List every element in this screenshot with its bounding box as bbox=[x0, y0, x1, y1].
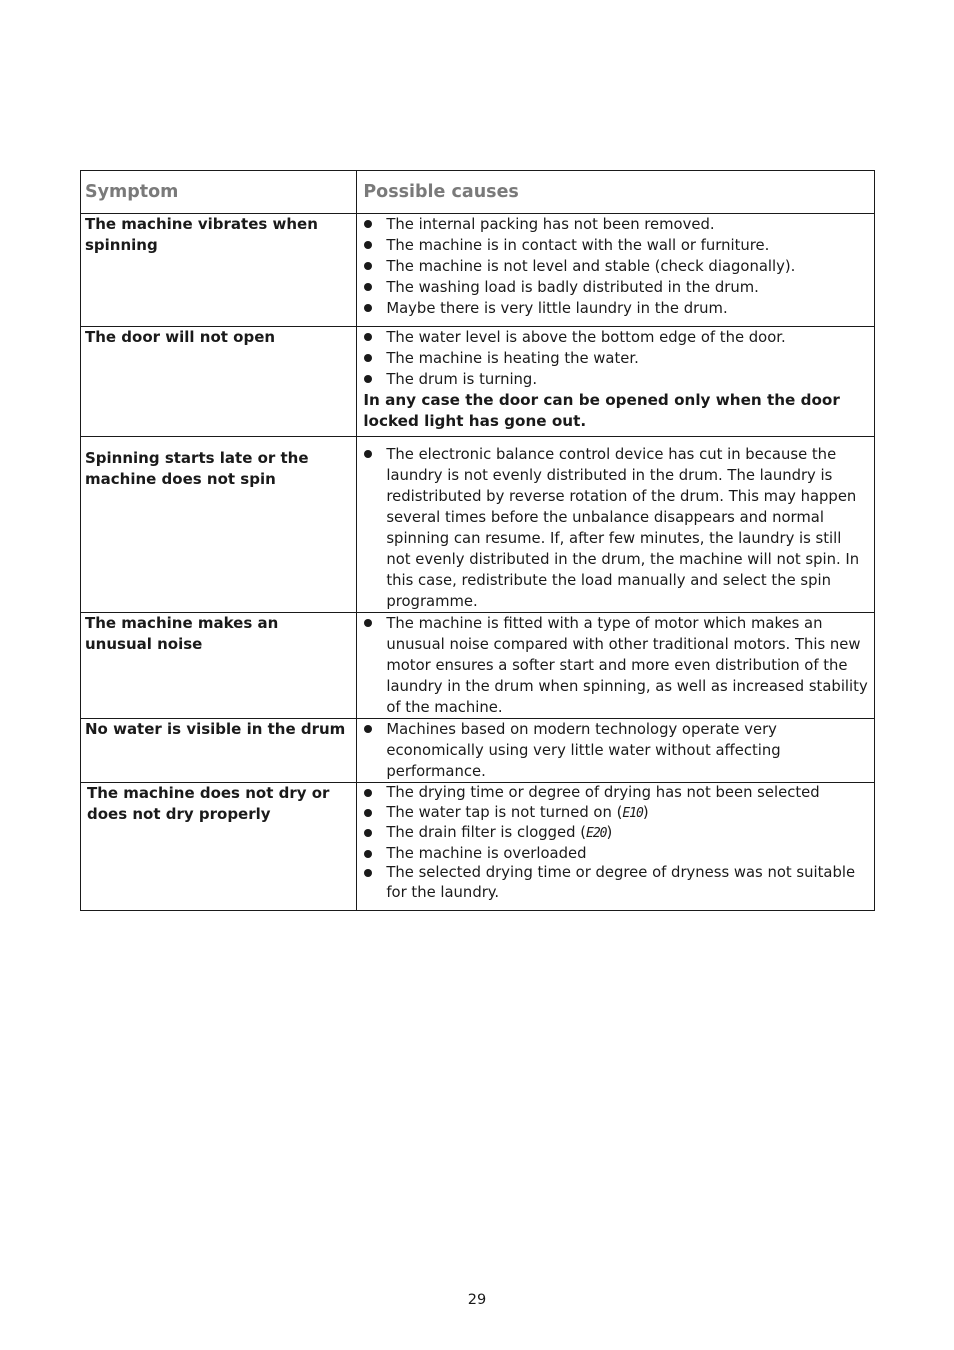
symptom-cell bbox=[81, 783, 357, 911]
error-code-e20: E20 bbox=[586, 826, 607, 841]
cause-list bbox=[363, 783, 868, 902]
cause-item-suffix: ) bbox=[606, 824, 613, 841]
symptom-text: Spinning starts late or the machine does not spin bbox=[85, 449, 309, 488]
causes-column-header: Possible causes bbox=[357, 171, 875, 214]
symptom-text: The machine makes an unusual noise bbox=[85, 614, 279, 653]
cause-item: The washing load is badly distributed in the drum. bbox=[363, 277, 868, 298]
causes-cell bbox=[357, 783, 875, 911]
cause-item-text: The water tap is not turned on ( bbox=[386, 803, 623, 821]
symptom-text: The door will not open bbox=[85, 328, 276, 346]
symptom-text: No water is visible in the drum bbox=[85, 720, 346, 738]
table-row bbox=[81, 327, 875, 437]
cause-list bbox=[363, 214, 868, 319]
causes-cell bbox=[357, 327, 875, 437]
cause-item bbox=[363, 803, 868, 824]
symptom-text: The machine does not dry or does not dry properly bbox=[87, 784, 330, 823]
cause-list bbox=[363, 437, 868, 612]
cause-item: The electronic balance control device has cut in because the laundry is not evenly distributed in the drum. The laundry is redistributed by reverse rotation of the drum. This may happen several times before the unbalance disappears and normal spinning can resume. If, after few minutes, the laundry is still not evenly distributed in the drum, the machine will not spin. In this case, redistribute the load manually and select the spin programme. bbox=[363, 444, 868, 612]
cause-item: The internal packing has not been removed. bbox=[363, 214, 868, 235]
symptom-cell bbox=[81, 719, 357, 783]
cause-list bbox=[363, 613, 868, 718]
cause-item: The machine is heating the water. bbox=[363, 348, 868, 369]
causes-cell bbox=[357, 437, 875, 613]
causes-cell bbox=[357, 613, 875, 719]
cause-item: The water level is above the bottom edge of the door. bbox=[363, 327, 868, 348]
symptom-text: The machine vibrates when spinning bbox=[85, 215, 318, 254]
table-row bbox=[81, 783, 875, 911]
symptom-cell bbox=[81, 327, 357, 437]
symptom-cell bbox=[81, 613, 357, 719]
error-code-e10: E10 bbox=[622, 805, 643, 821]
cause-item: The machine is overloaded bbox=[363, 844, 868, 864]
symptom-column-header: Symptom bbox=[81, 171, 357, 214]
cause-item: The drying time or degree of drying has not been selected bbox=[363, 783, 868, 803]
causes-cell bbox=[357, 719, 875, 783]
table-row bbox=[81, 437, 875, 613]
cause-item: The machine is fitted with a type of motor which makes an unusual noise compared with other traditional motors. This new motor ensures a softer start and more even distribution of the laundry in the drum when spinning, as well as increased stability of the machine. bbox=[363, 613, 868, 718]
symptom-cell bbox=[81, 214, 357, 327]
cause-item: Machines based on modern technology operate very economically using very little water without affecting performance. bbox=[363, 719, 868, 782]
cause-item: The selected drying time or degree of dryness was not suitable for the laundry. bbox=[363, 863, 868, 902]
table-row bbox=[81, 613, 875, 719]
cause-item-text: The drain filter is clogged ( bbox=[386, 824, 587, 841]
cause-item bbox=[363, 823, 868, 844]
cause-item: The machine is not level and stable (check diagonally). bbox=[363, 256, 868, 277]
table-header-row bbox=[81, 171, 875, 214]
table-row bbox=[81, 214, 875, 327]
troubleshooting-table bbox=[80, 170, 875, 911]
cause-list bbox=[363, 327, 868, 390]
causes-cell bbox=[357, 214, 875, 327]
cause-list bbox=[363, 719, 868, 782]
symptom-cell bbox=[81, 437, 357, 613]
cause-item-suffix: ) bbox=[642, 803, 649, 821]
cause-item: The machine is in contact with the wall or furniture. bbox=[363, 235, 868, 256]
cause-item: The drum is turning. bbox=[363, 369, 868, 390]
table-row bbox=[81, 719, 875, 783]
door-locked-note: In any case the door can be opened only when the door locked light has gone out. bbox=[363, 391, 840, 430]
cause-item: Maybe there is very little laundry in the drum. bbox=[363, 298, 868, 319]
page-number: 29 bbox=[467, 1292, 487, 1308]
